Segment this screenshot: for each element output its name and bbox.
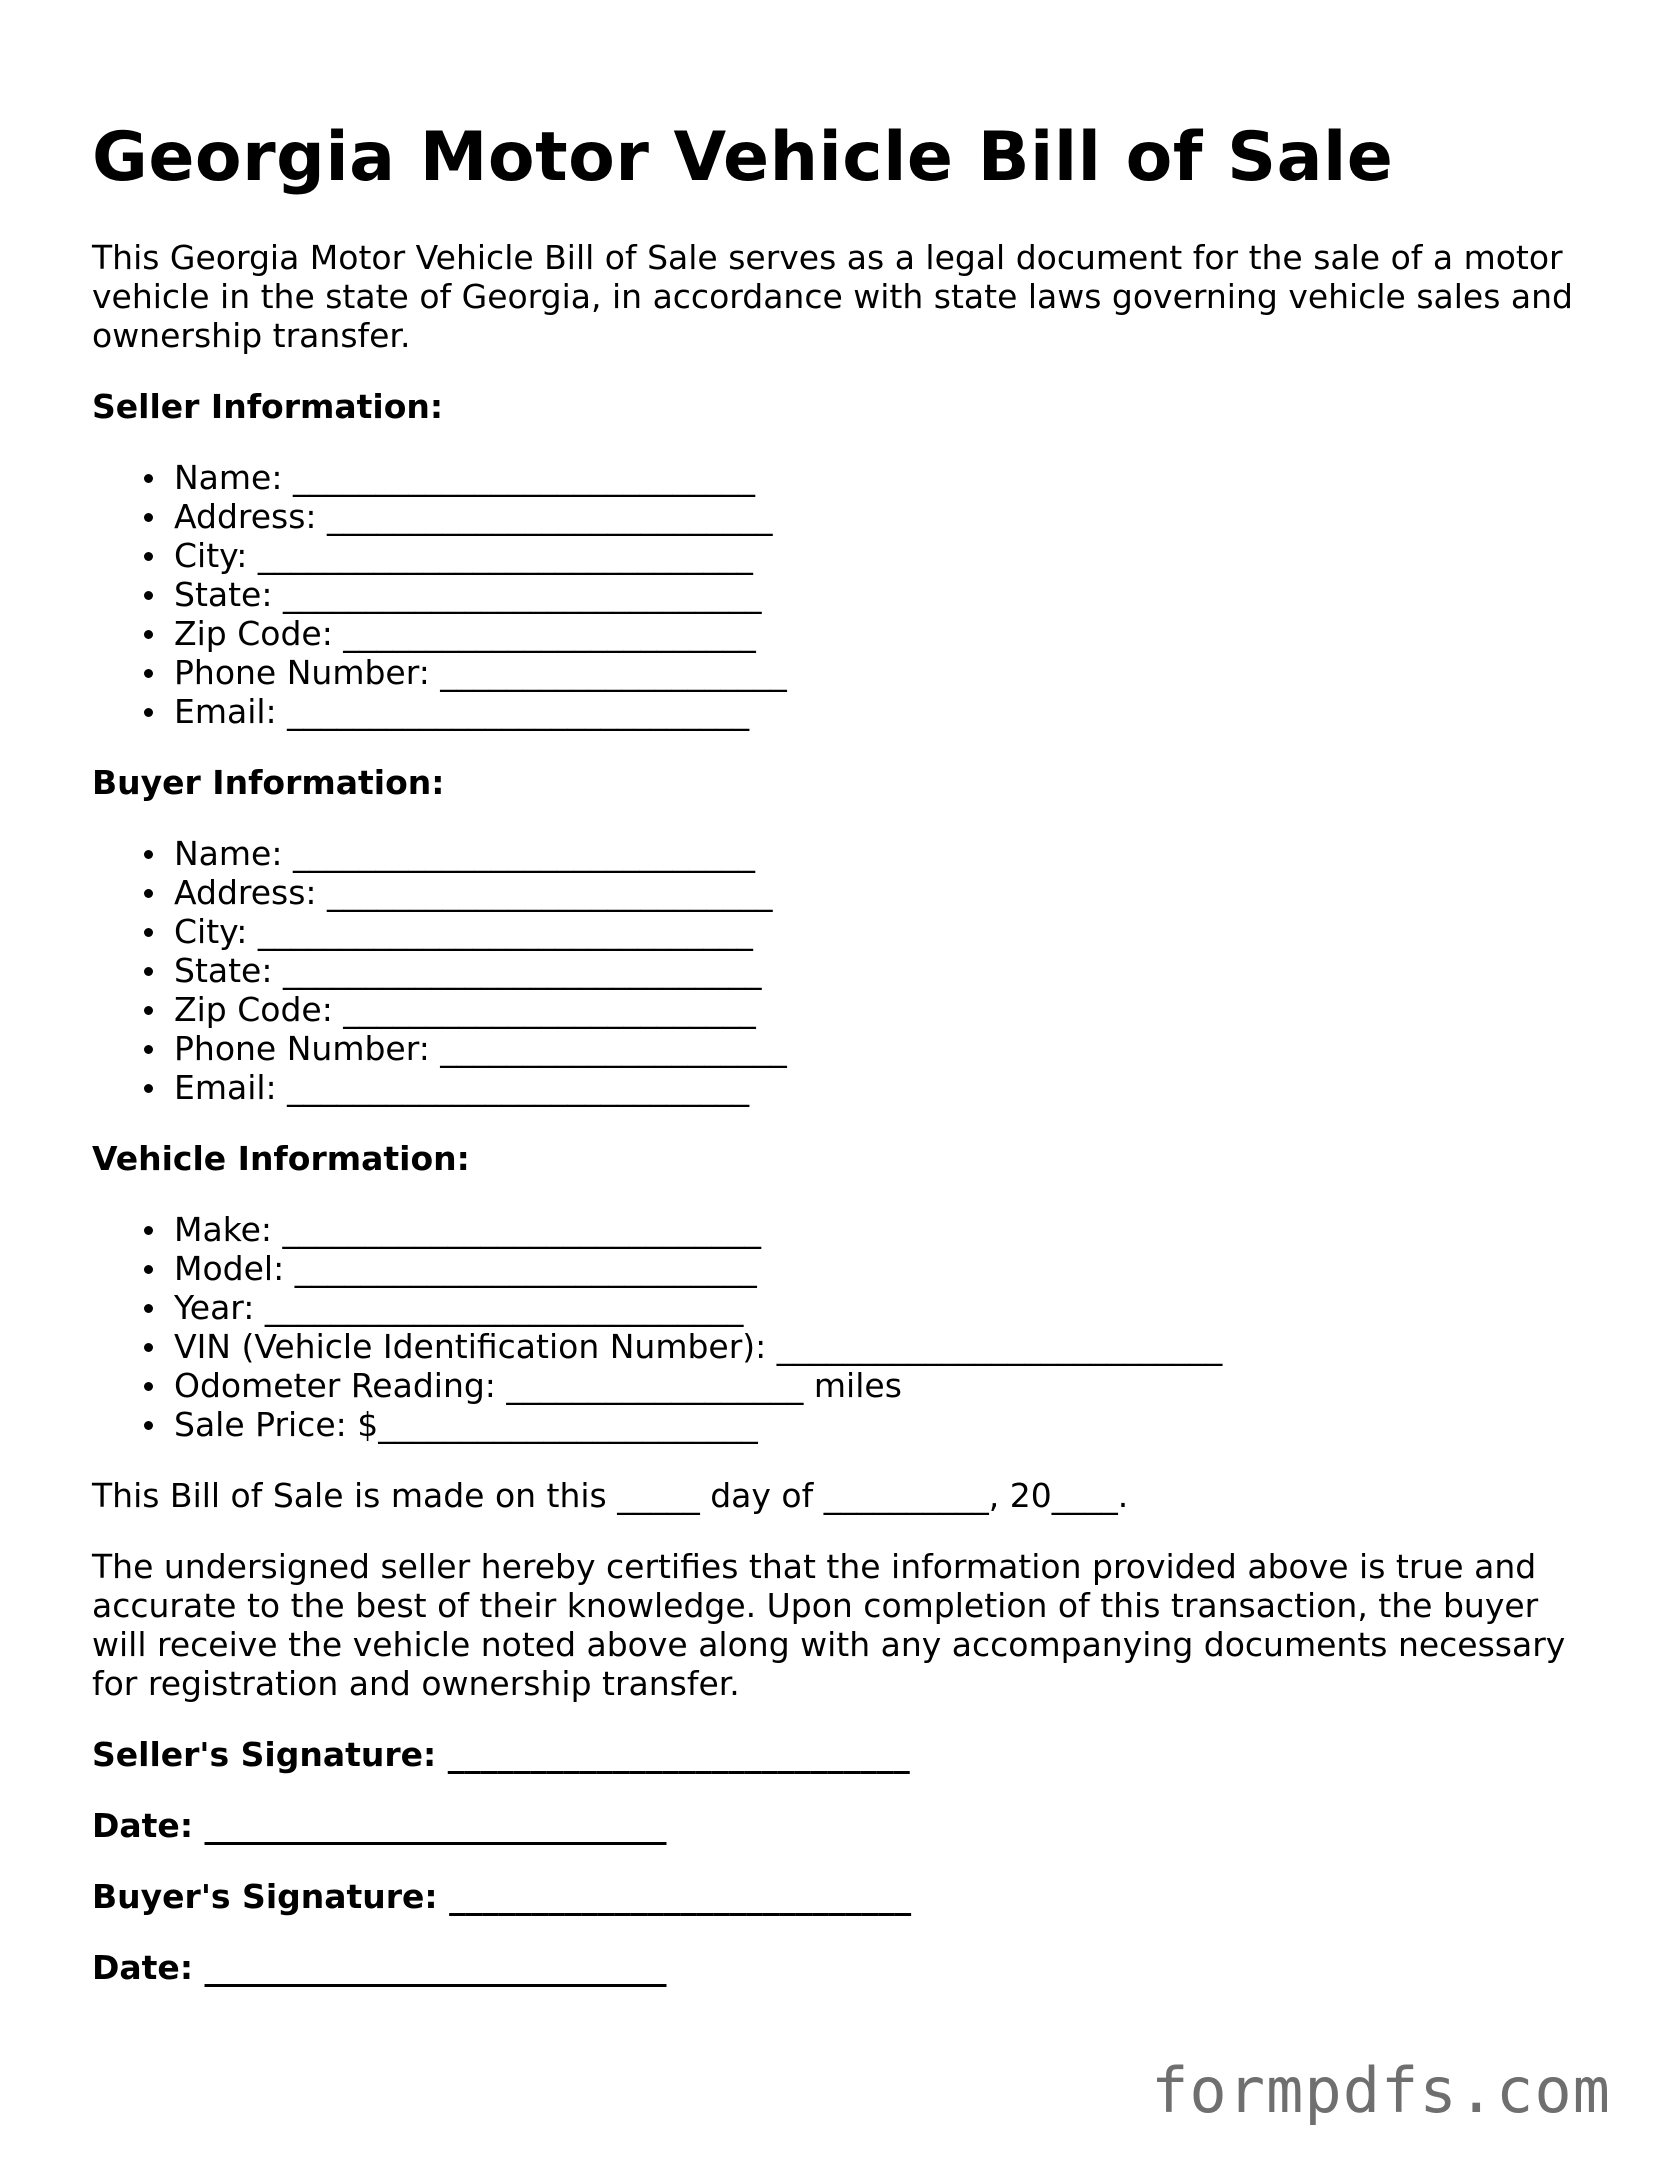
vehicle-field-list xyxy=(92,1210,1592,1444)
buyer-address-field[interactable]: Address: ___________________________ xyxy=(174,873,1592,912)
seller-phone-field[interactable]: Phone Number: _____________________ xyxy=(174,653,1592,692)
certification-paragraph: The undersigned seller hereby certifies that the information provided above is true and accurate to the best of their knowledge. Upon completion of this transaction, the buyer will receive the vehicle noted above along with any accompanying documents necessary for registration and ownership transfer. xyxy=(92,1547,1566,1703)
seller-signature-line[interactable]: Seller's Signature: ____________________________ xyxy=(92,1735,910,1774)
buyer-field-list xyxy=(92,834,1592,1107)
seller-email-field[interactable]: Email: ____________________________ xyxy=(174,692,1592,731)
buyer-state-field[interactable]: State: _____________________________ xyxy=(174,951,1592,990)
seller-name-field[interactable]: Name: ____________________________ xyxy=(174,458,1592,497)
buyer-date-line[interactable]: Date: ____________________________ xyxy=(92,1948,667,1987)
buyer-city-field[interactable]: City: ______________________________ xyxy=(174,912,1592,951)
vehicle-model-field[interactable]: Model: ____________________________ xyxy=(174,1249,1592,1288)
vehicle-section-heading: Vehicle Information: xyxy=(92,1139,470,1178)
seller-zip-field[interactable]: Zip Code: _________________________ xyxy=(174,614,1592,653)
seller-address-field[interactable]: Address: ___________________________ xyxy=(174,497,1592,536)
seller-city-field[interactable]: City: ______________________________ xyxy=(174,536,1592,575)
seller-field-list xyxy=(92,458,1592,731)
buyer-zip-field[interactable]: Zip Code: _________________________ xyxy=(174,990,1592,1029)
buyer-phone-field[interactable]: Phone Number: _____________________ xyxy=(174,1029,1592,1068)
seller-date-line[interactable]: Date: ____________________________ xyxy=(92,1806,667,1845)
vehicle-vin-field[interactable]: VIN (Vehicle Identification Number): ___________________________ xyxy=(174,1327,1592,1366)
document-page xyxy=(92,112,1592,2019)
vehicle-make-field[interactable]: Make: _____________________________ xyxy=(174,1210,1592,1249)
watermark: formpdfs.com xyxy=(1151,2054,1611,2127)
intro-paragraph: This Georgia Motor Vehicle Bill of Sale serves as a legal document for the sale of a motor vehicle in the state of Georgia, in accordance with state laws governing vehicle sales and ownership transfer. xyxy=(92,238,1573,355)
buyer-section-heading: Buyer Information: xyxy=(92,763,445,802)
vehicle-year-field[interactable]: Year: _____________________________ xyxy=(174,1288,1592,1327)
buyer-email-field[interactable]: Email: ____________________________ xyxy=(174,1068,1592,1107)
buyer-signature-line[interactable]: Buyer's Signature: ____________________________ xyxy=(92,1877,912,1916)
page-title: Georgia Motor Vehicle Bill of Sale xyxy=(92,118,1394,197)
vehicle-odometer-field[interactable]: Odometer Reading: __________________ miles xyxy=(174,1366,1592,1405)
seller-section-heading: Seller Information: xyxy=(92,387,444,426)
sale-date-line[interactable]: This Bill of Sale is made on this _____ day of __________, 20____. xyxy=(92,1476,1129,1515)
vehicle-sale-price-field[interactable]: Sale Price: $_______________________ xyxy=(174,1405,1592,1444)
seller-state-field[interactable]: State: _____________________________ xyxy=(174,575,1592,614)
buyer-name-field[interactable]: Name: ____________________________ xyxy=(174,834,1592,873)
